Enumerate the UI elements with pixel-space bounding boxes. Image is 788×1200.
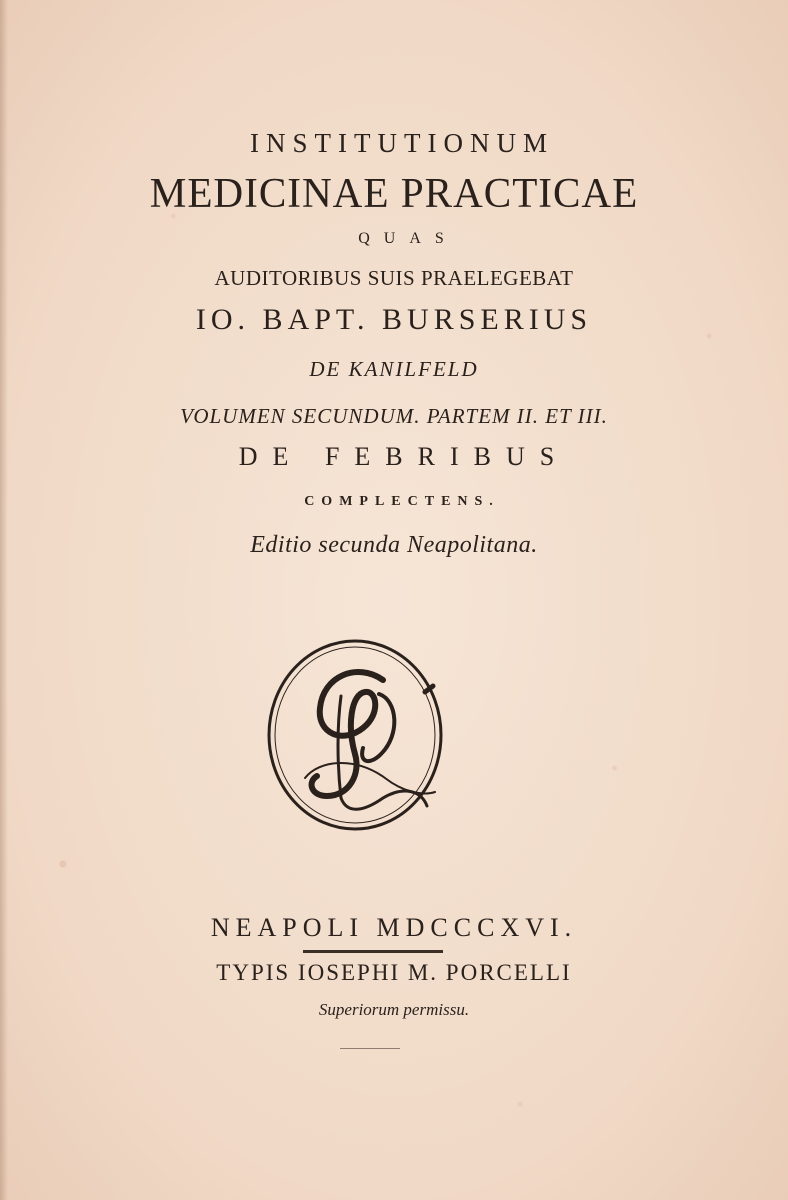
subject-clause: COMPLECTENS. [304,494,500,509]
main-title: MEDICINAE PRACTICAE [149,171,639,217]
imprint-place-date: NEAPOLI MDCCCXVI. [210,913,578,942]
imprint-rule [303,950,443,953]
author-title: DE KANILFELD [309,357,479,381]
decorative-rule [340,1048,400,1049]
title-connector: QUAS [358,230,458,247]
volume-statement: VOLUMEN SECUNDUM. PARTEM II. ET III. [180,404,608,428]
series-title: INSTITUTIONUM [250,128,554,158]
volume-subject: DE FEBRIBUS [238,442,570,471]
imprint-printer: TYPIS IOSEPHI M. PORCELLI [216,960,572,985]
author-name: IO. BAPT. BURSERIUS [195,303,593,336]
edition-statement: Editio secunda Neapolitana. [250,532,538,558]
imprint-permission: Superiorum permissu. [318,1000,470,1019]
title-clause: AUDITORIBUS SUIS PRAELEGEBAT [214,266,574,290]
printer-monogram-icon [265,636,445,834]
